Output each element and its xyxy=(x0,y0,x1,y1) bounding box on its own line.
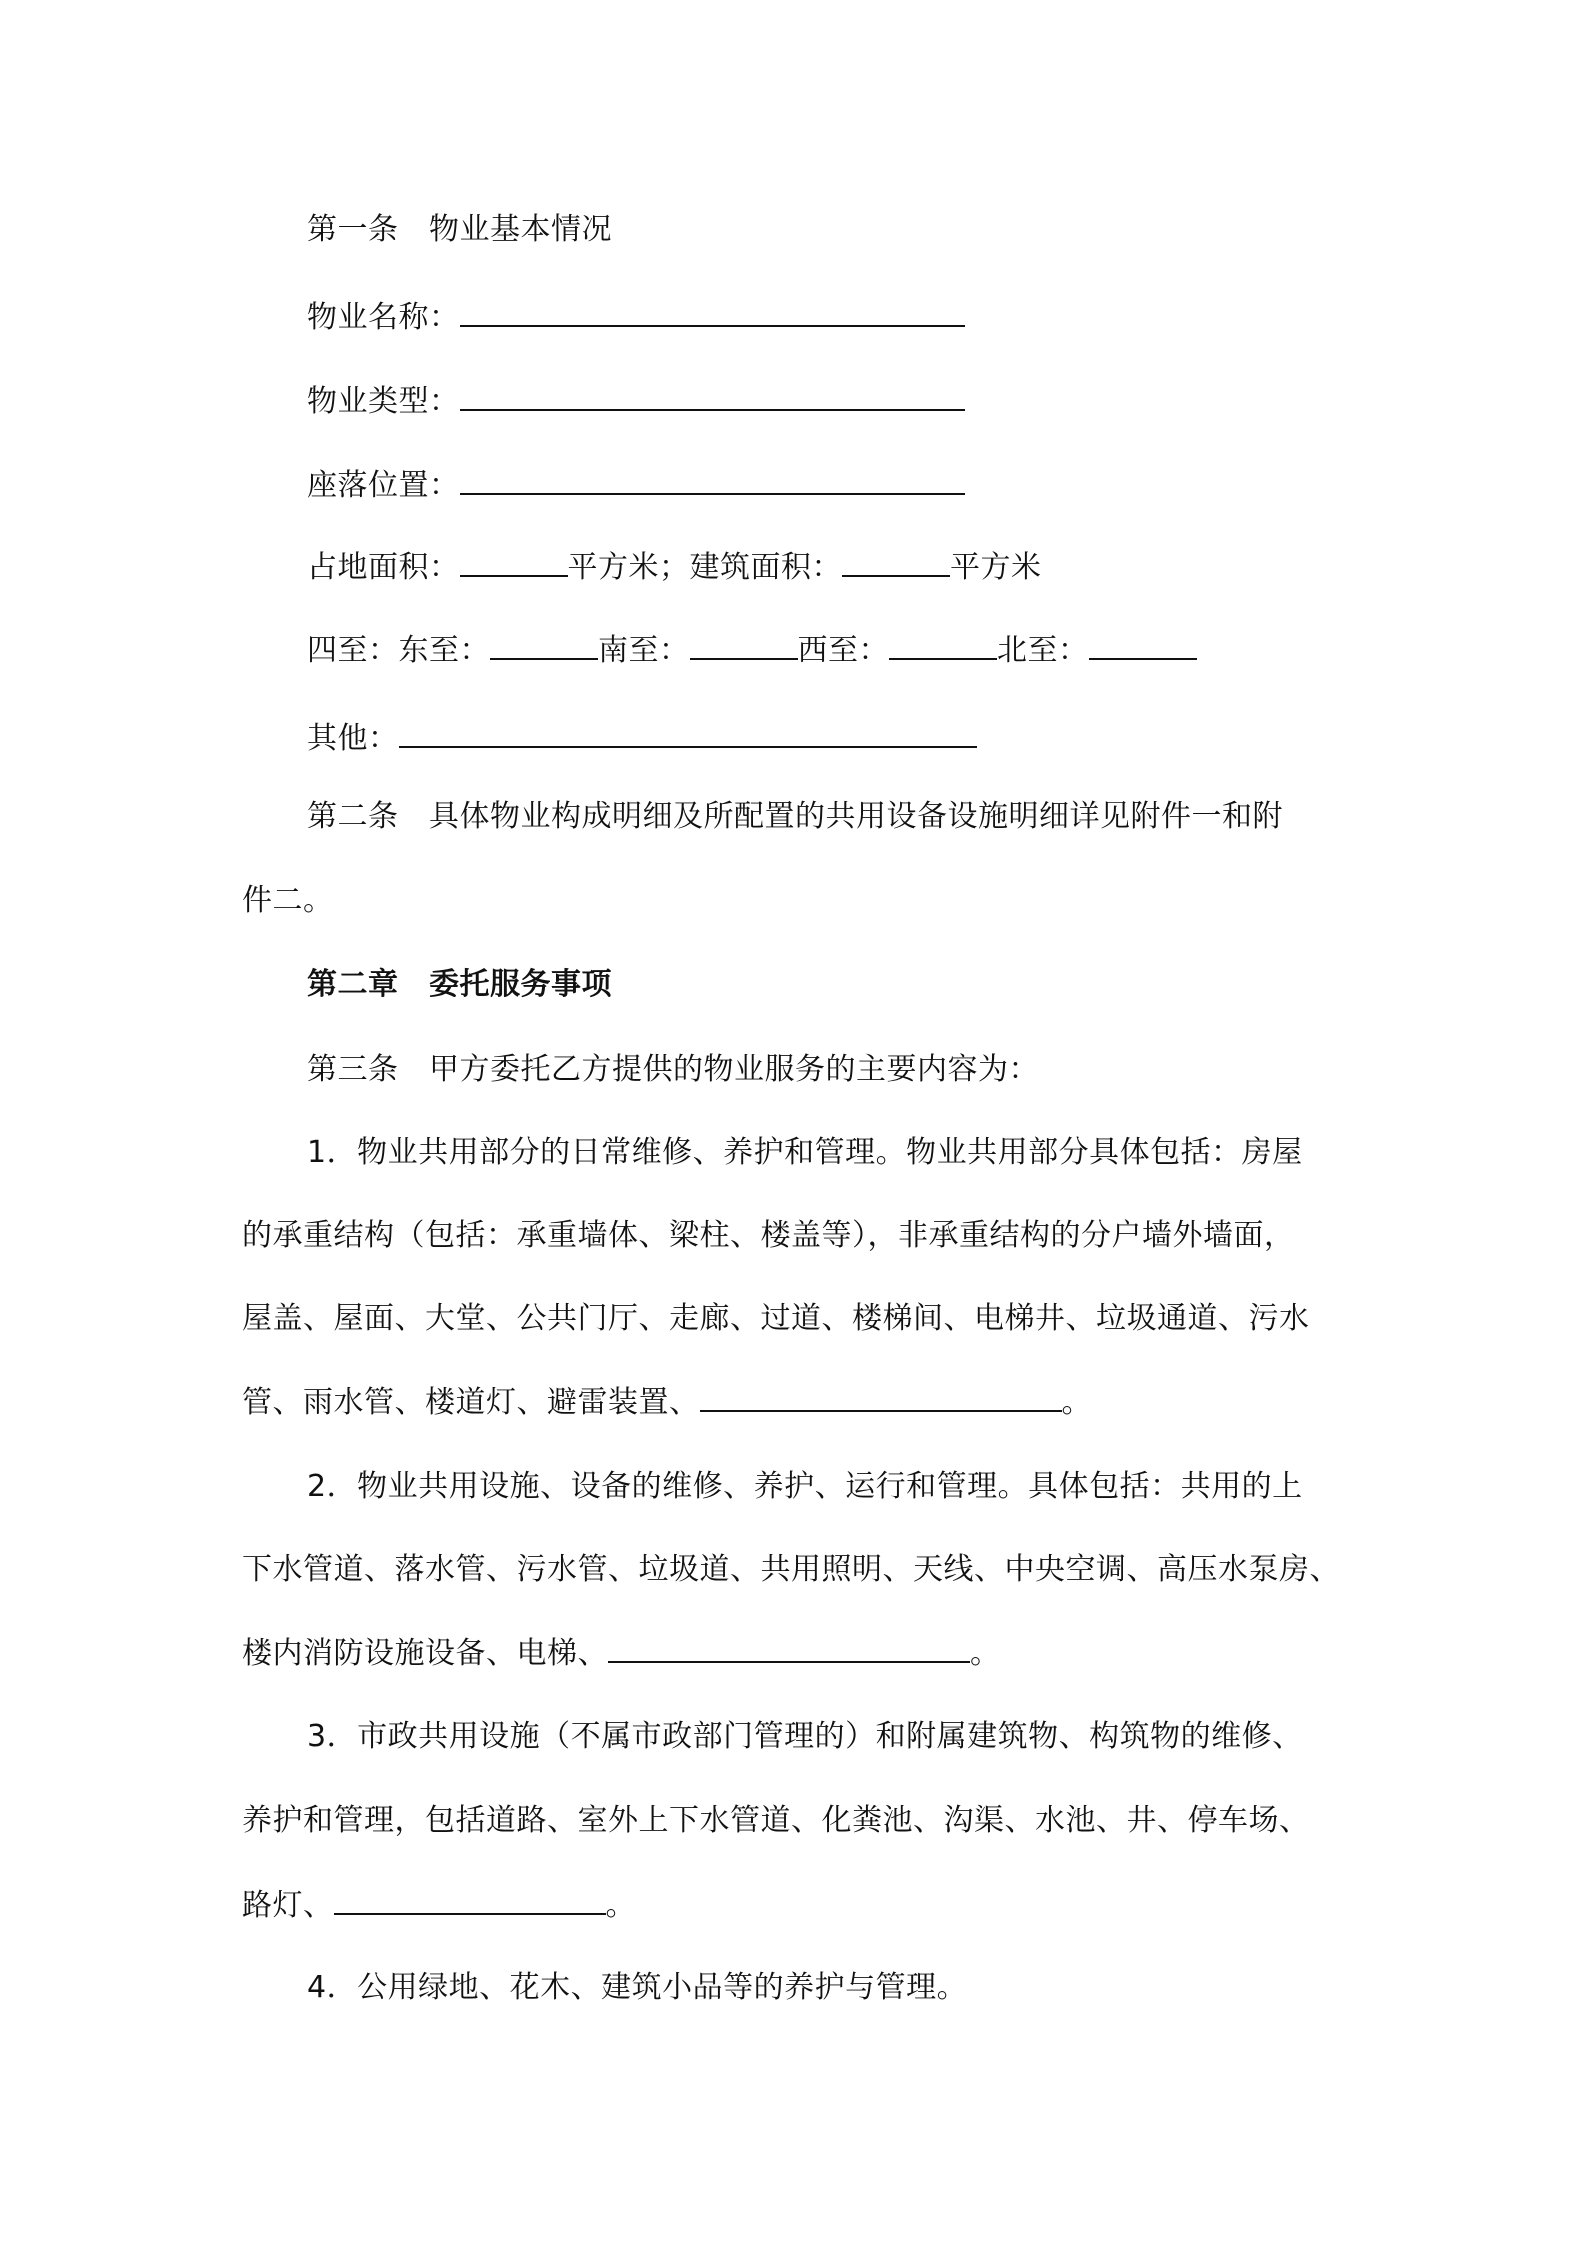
article2-line-2: 件二。 xyxy=(242,883,334,918)
location-label: 座落位置： xyxy=(307,468,460,503)
east-label: 四至：东至： xyxy=(307,633,490,668)
item2-line-3: 楼内消防设施设备、电梯、 。 xyxy=(242,1633,1001,1674)
item1-line-3: 屋盖、屋面、大堂、公共门厅、走廊、过道、楼梯间、电梯井、垃圾通道、污水 xyxy=(242,1301,1310,1336)
location-line xyxy=(307,465,965,506)
item2-line-2: 下水管道、落水管、污水管、垃圾道、共用照明、天线、中央空调、高压水泵房、 xyxy=(242,1552,1340,1587)
other-line xyxy=(307,718,977,759)
south-label: 南至： xyxy=(598,633,690,668)
item2-line-1: 2．物业共用设施、设备的维修、养护、运行和管理。具体包括：共用的上 xyxy=(307,1469,1303,1504)
location-blank xyxy=(460,465,965,495)
article2-line-1: 第二条 具体物业构成明细及所配置的共用设备设施明细详见附件一和附 xyxy=(307,799,1283,834)
land-area-label: 占地面积： xyxy=(307,550,460,585)
building-area-unit: 平方米 xyxy=(950,550,1042,585)
building-area-blank xyxy=(842,547,950,577)
item1-line-4: 管、雨水管、楼道灯、避雷装置、 。 xyxy=(242,1382,1092,1423)
south-blank xyxy=(690,630,798,660)
property-type-label: 物业类型： xyxy=(307,384,460,419)
west-blank xyxy=(889,630,997,660)
item2-blank xyxy=(608,1633,970,1663)
area-line xyxy=(307,547,1042,588)
chapter2-heading: 第二章 委托服务事项 xyxy=(307,967,612,1002)
article1-heading: 第一条 物业基本情况 xyxy=(307,212,612,247)
east-blank xyxy=(490,630,598,660)
other-blank xyxy=(399,718,977,748)
property-type-line xyxy=(307,381,965,422)
north-blank xyxy=(1089,630,1197,660)
other-label: 其他： xyxy=(307,721,399,756)
building-area-label: 建筑面积： xyxy=(689,550,842,585)
item3-line-3: 路灯、 。 xyxy=(242,1885,636,1926)
article3-heading: 第三条 甲方委托乙方提供的物业服务的主要内容为： xyxy=(307,1052,1039,1087)
property-name-blank xyxy=(460,297,965,327)
item1-line-1: 1．物业共用部分的日常维修、养护和管理。物业共用部分具体包括：房屋 xyxy=(307,1135,1303,1170)
property-type-blank xyxy=(460,381,965,411)
item1-line-2: 的承重结构（包括：承重墙体、梁柱、楼盖等），非承重结构的分户墙外墙面， xyxy=(242,1218,1295,1253)
west-label: 西至： xyxy=(797,633,889,668)
item3-line-2: 养护和管理，包括道路、室外上下水管道、化粪池、沟渠、水池、井、停车场、 xyxy=(242,1803,1310,1838)
item1-blank xyxy=(700,1382,1062,1412)
boundaries-line xyxy=(307,630,1197,671)
item3-line-1: 3．市政共用设施（不属市政部门管理的）和附属建筑物、构筑物的维修、 xyxy=(307,1719,1303,1754)
property-name-line xyxy=(307,297,965,338)
land-area-unit: 平方米； xyxy=(567,550,690,585)
property-name-label: 物业名称： xyxy=(307,300,460,335)
north-label: 北至： xyxy=(997,633,1089,668)
item4-line-1: 4．公用绿地、花木、建筑小品等的养护与管理。 xyxy=(307,1970,968,2005)
item3-blank xyxy=(334,1885,606,1915)
land-area-blank xyxy=(460,547,568,577)
